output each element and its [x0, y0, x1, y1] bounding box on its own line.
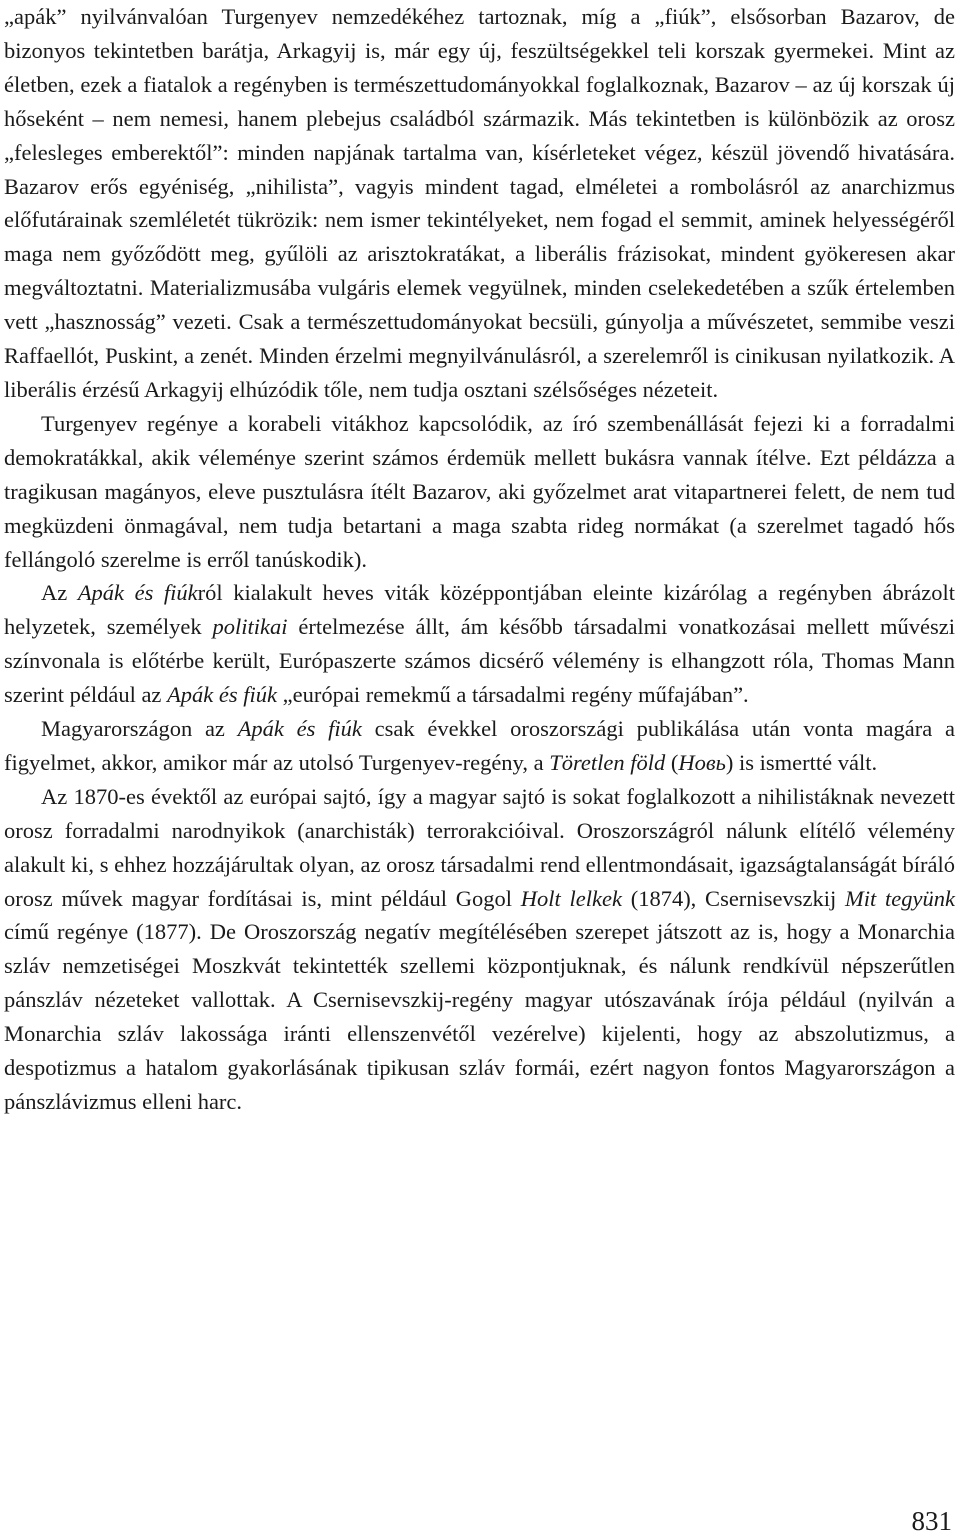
paragraph-text: Magyarországon az [41, 716, 238, 742]
italic-title-text: Töretlen föld [549, 749, 666, 775]
paragraph-5 [4, 780, 955, 1119]
paragraph-text: ) is ismertté vált. [725, 749, 878, 775]
italic-title-text: politikai [212, 614, 288, 640]
italic-title-text: Apák és fiúk [77, 580, 198, 606]
italic-title-text: Apák és fiúk [237, 716, 362, 742]
paragraph-text: ról kialakult heves viták középpontjában eleinte kizárólag a regényben ábrázolt helyzetek, személyek [4, 580, 955, 640]
italic-title-text: Apák és fiúk [167, 682, 278, 708]
italic-title-text: Mit tegyünk [845, 885, 955, 911]
paragraph-1 [4, 0, 955, 407]
paragraph-text: értelmezése állt, ám később társadalmi vonatkozásai mellett művészi színvonala is előtérbe került, Európaszerte számos dicsérő vélemény is elhangzott róla, Thomas Mann szerint például az [4, 614, 955, 708]
paragraph-text: (1874), Csernisevszkij [621, 885, 846, 911]
page-number: 831 [911, 1506, 952, 1536]
paragraph-text: ( [665, 749, 679, 775]
paragraph-text: „apák” nyilvánvalóan Turgenyev nemzedékéhez tartoznak, míg a „fiúk”, elsősorban Bazarov, de bizonyos tekintetben barátja, Arkagyij is, már egy új, feszültségekkel teli korszak gyermekei. Mint az életben, ezek a fiatalok a regényben is természettudományokkal foglalkoznak, Bazarov – az új korszak új hőseként – nem nemesi, hanem plebejus családból származik. Más tekintetben is különbözik az orosz „felesleges emberektől”: minden napjának tartalma van, kísérleteket végez, készül jövendő hivatására. Bazarov erős egyéniség, „nihilista”, vagyis mindent tagad, elméletei a rombolásról az anarchizmus előfutárainak szemléletét tükrözik: nem ismer tekintélyeket, nem fogad el semmit, aminek helyességéről maga nem győződött meg, gyűlöli az arisztokratákat, a liberális frázisokat, mindent gyökeresen akar megváltoztatni. Materializmusába vulgáris elemek vegyülnek, minden cselekedetében a szűk értelemben vett „hasznosság” vezeti. Csak a természettudományokat becsüli, gúnyolja a művészetet, semmibe veszi Raffaellót, Puskint, a zenét. Minden érzelmi megnyilvánulásról, a szerelemről is cinikusan nyilatkozik. A liberális érzésű Arkagyij elhúzódik tőle, nem tudja osztani szélsőséges nézeteit. [4, 4, 955, 402]
paragraph-2 [4, 407, 955, 577]
paragraph-text: című regénye (1877). De Oroszország negatív megítélésében szerepet játszott az is, hogy a Monarchia szláv nemzetiségei Moszkvát tekintették szellemi központjuknak, és nálunk rendkívül népszerűtlen pánszláv nézeteket vallottak. A Csernisevszkij-regény magyar utószavának írója például (nyilván a Monarchia szláv lakossága iránti ellenszenvétől vezérelve) kijelenti, hogy az abszolutizmus, a despotizmus a hatalom gyakorlásának tipikusan szláv formái, ezért nagyon fontos Magyarországon a pánszlávizmus elleni harc. [4, 919, 955, 1114]
italic-title-text: Новь [678, 749, 726, 775]
paragraph-3 [4, 576, 955, 712]
paragraph-text: „európai remekmű a társadalmi regény műfajában”. [277, 682, 749, 708]
document-body [4, 0, 955, 1119]
paragraph-text: Turgenyev regénye a korabeli vitákhoz kapcsolódik, az író szembenállását fejezi ki a forradalmi demokratákkal, akik véleménye szerint számos érdemük mellett bukásra vannak ítélve. Ezt példázza a tragikusan magányos, eleve pusztulásra ítélt Bazarov, aki győzelmet arat vitapartnerei felett, de nem tud megküzdeni önmagával, nem tudja betartani a maga szabta rideg normákat (a szerelmet tagadó hős fellángoló szerelme is erről tanúskodik). [4, 410, 955, 572]
italic-title-text: Holt lelkek [520, 885, 622, 911]
paragraph-4 [4, 712, 955, 780]
paragraph-text: Az 1870-es évektől az európai sajtó, így a magyar sajtó is sokat foglalkozott a nihilistáknak nevezett orosz forradalmi narodnyikok (anarchisták) terrorakcióival. Oroszországról nálunk elítélő vélemény alakult ki, s ehhez hozzájárultak olyan, az orosz társadalmi rend ellentmondásait, igazságtalanságát bíráló orosz művek magyar fordításai is, mint például Gogol [4, 783, 955, 911]
paragraph-text: csak évekkel oroszországi publikálása után vonta magára a figyelmet, akkor, amikor már az utolsó Turgenyev-regény, a [4, 716, 955, 775]
paragraph-text: Az [41, 580, 78, 606]
